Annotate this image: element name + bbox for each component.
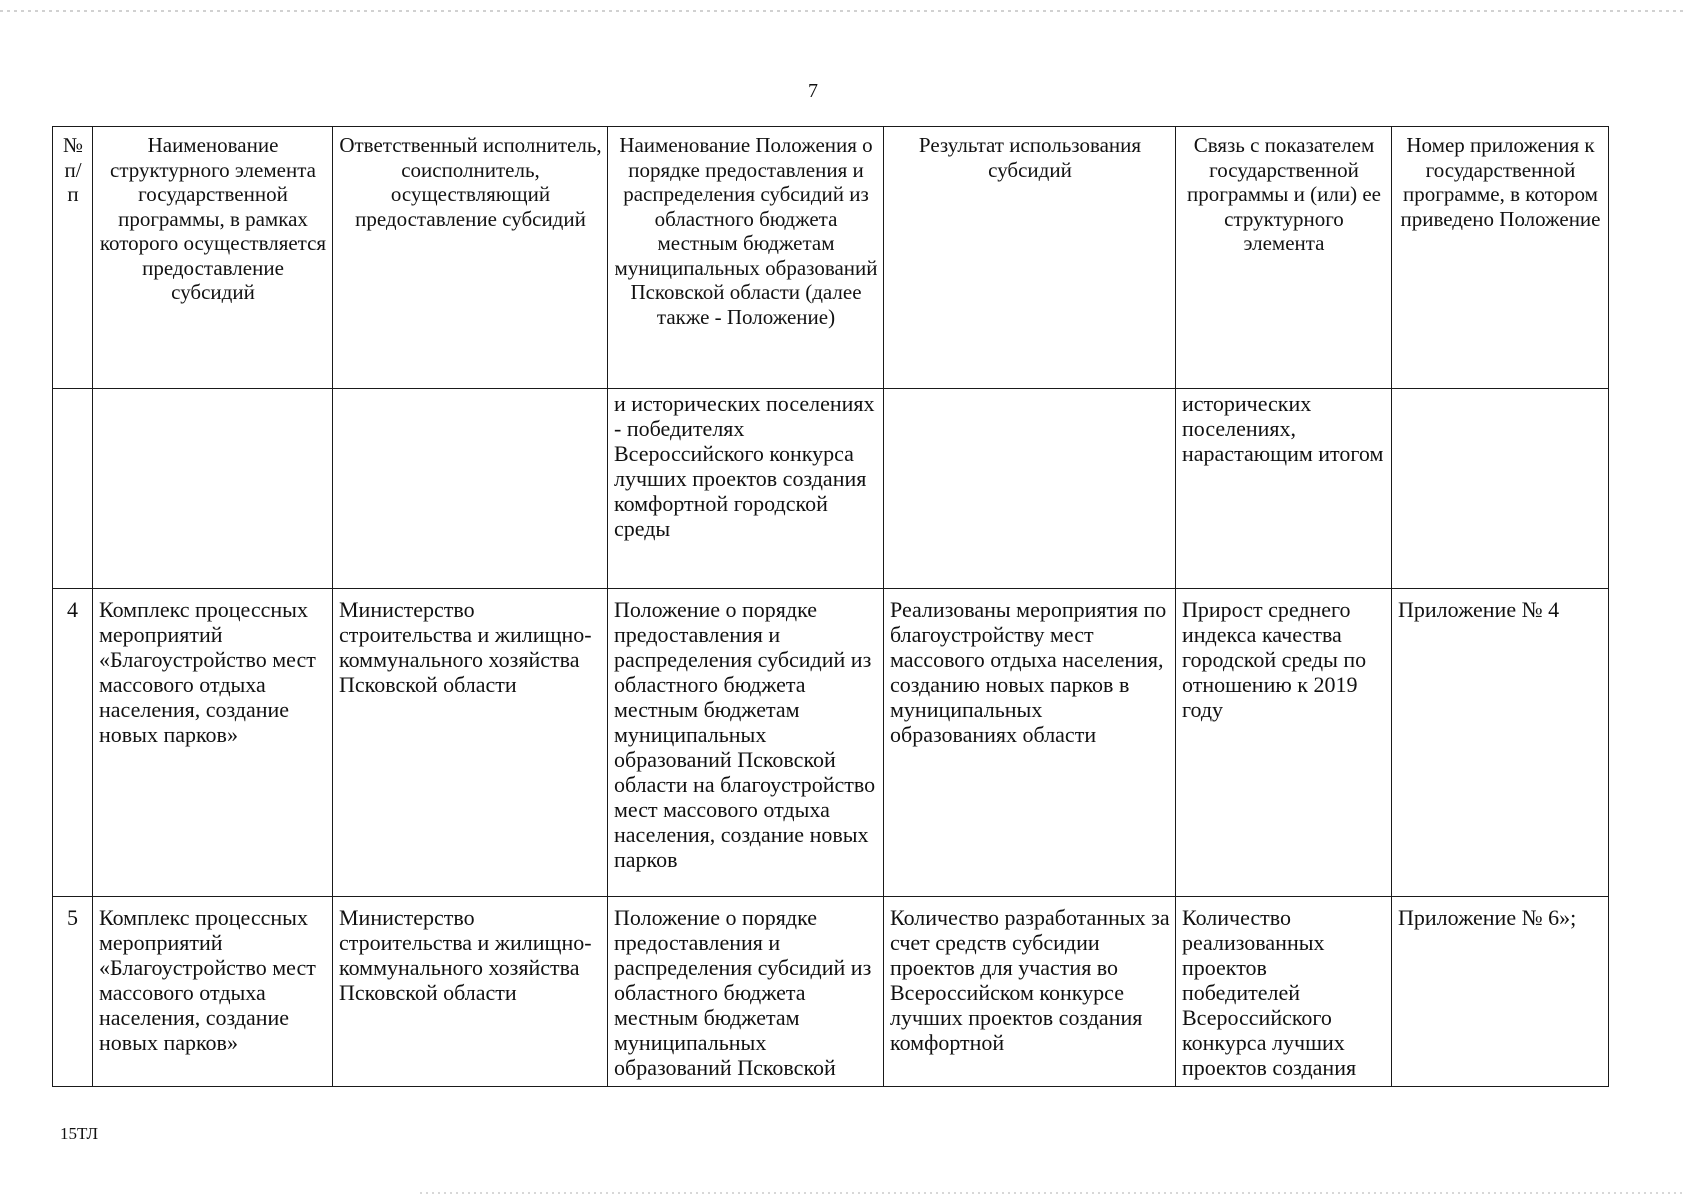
table-row [53,897,1609,1087]
table-row [53,589,1609,897]
header-structural-element: Наименование структурного элемента государственной программы, в рамках которого осуществляется предоставление субсидий [93,127,333,389]
header-regulation-name: Наименование Положения о порядке предоставления и распределения субсидий из областного бюджета местным бюджетам муниципальных образований Псковской области (далее также - Положение) [608,127,884,389]
footer-code: 15ТЛ [60,1124,99,1143]
header-indicator-link: Связь с показателем государственной программы и (или) ее структурного элемента [1176,127,1392,389]
cell-structural-element [93,389,333,589]
cell-regulation-name: Положение о порядке предоставления и распределения субсидий из областного бюджета местным бюджетам муниципальных образований Псковской [608,897,884,1087]
cell-result [884,389,1176,589]
cell-structural-element: Комплекс процессных мероприятий «Благоустройство мест массового отдыха населения, создание новых парков» [93,897,333,1087]
cell-result: Количество разработанных за счет средств субсидии проектов для участия во Всероссийском конкурсе лучших проектов создания комфортной [884,897,1176,1087]
header-result: Результат использования субсидий [884,127,1176,389]
cell-appendix-number: Приложение № 4 [1392,589,1609,897]
header-executor: Ответственный исполнитель, соисполнитель, осуществляющий предоставление субсидий [333,127,608,389]
subsidy-table [52,126,1609,1087]
header-number: № п/п [53,127,93,389]
cell-appendix-number: Приложение № 6»; [1392,897,1609,1087]
cell-indicator-link: Прирост среднего индекса качества городской среды по отношению к 2019 году [1176,589,1392,897]
cell-number: 4 [53,589,93,897]
cell-number [53,389,93,589]
cell-executor: Министерство строительства и жилищно-коммунального хозяйства Псковской области [333,589,608,897]
table-header-row [53,127,1609,389]
cell-regulation-name: Положение о порядке предоставления и распределения субсидий из областного бюджета местным бюджетам муниципальных образований Псковской области на благоустройство мест массового отдыха населения, создание новых парков [608,589,884,897]
cell-indicator-link: исторических поселениях, нарастающим итогом [1176,389,1392,589]
cell-indicator-link: Количество реализованных проектов победителей Всероссийского конкурса лучших проектов создания [1176,897,1392,1087]
scan-edge-bottom [420,1192,1686,1194]
cell-result: Реализованы мероприятия по благоустройству мест массового отдыха населения, созданию новых парков в муниципальных образованиях области [884,589,1176,897]
cell-regulation-name: и исторических поселениях - победителях Всероссийского конкурса лучших проектов создания комфортной городской среды [608,389,884,589]
scan-edge-top [0,10,1686,12]
header-appendix-number: Номер приложения к государственной программе, в котором приведено Положение [1392,127,1609,389]
cell-structural-element: Комплекс процессных мероприятий «Благоустройство мест массового отдыха населения, создание новых парков» [93,589,333,897]
cell-executor: Министерство строительства и жилищно-коммунального хозяйства Псковской области [333,897,608,1087]
cell-executor [333,389,608,589]
page-number: 7 [808,80,818,102]
cell-number: 5 [53,897,93,1087]
table-row-continuation [53,389,1609,589]
cell-appendix-number [1392,389,1609,589]
